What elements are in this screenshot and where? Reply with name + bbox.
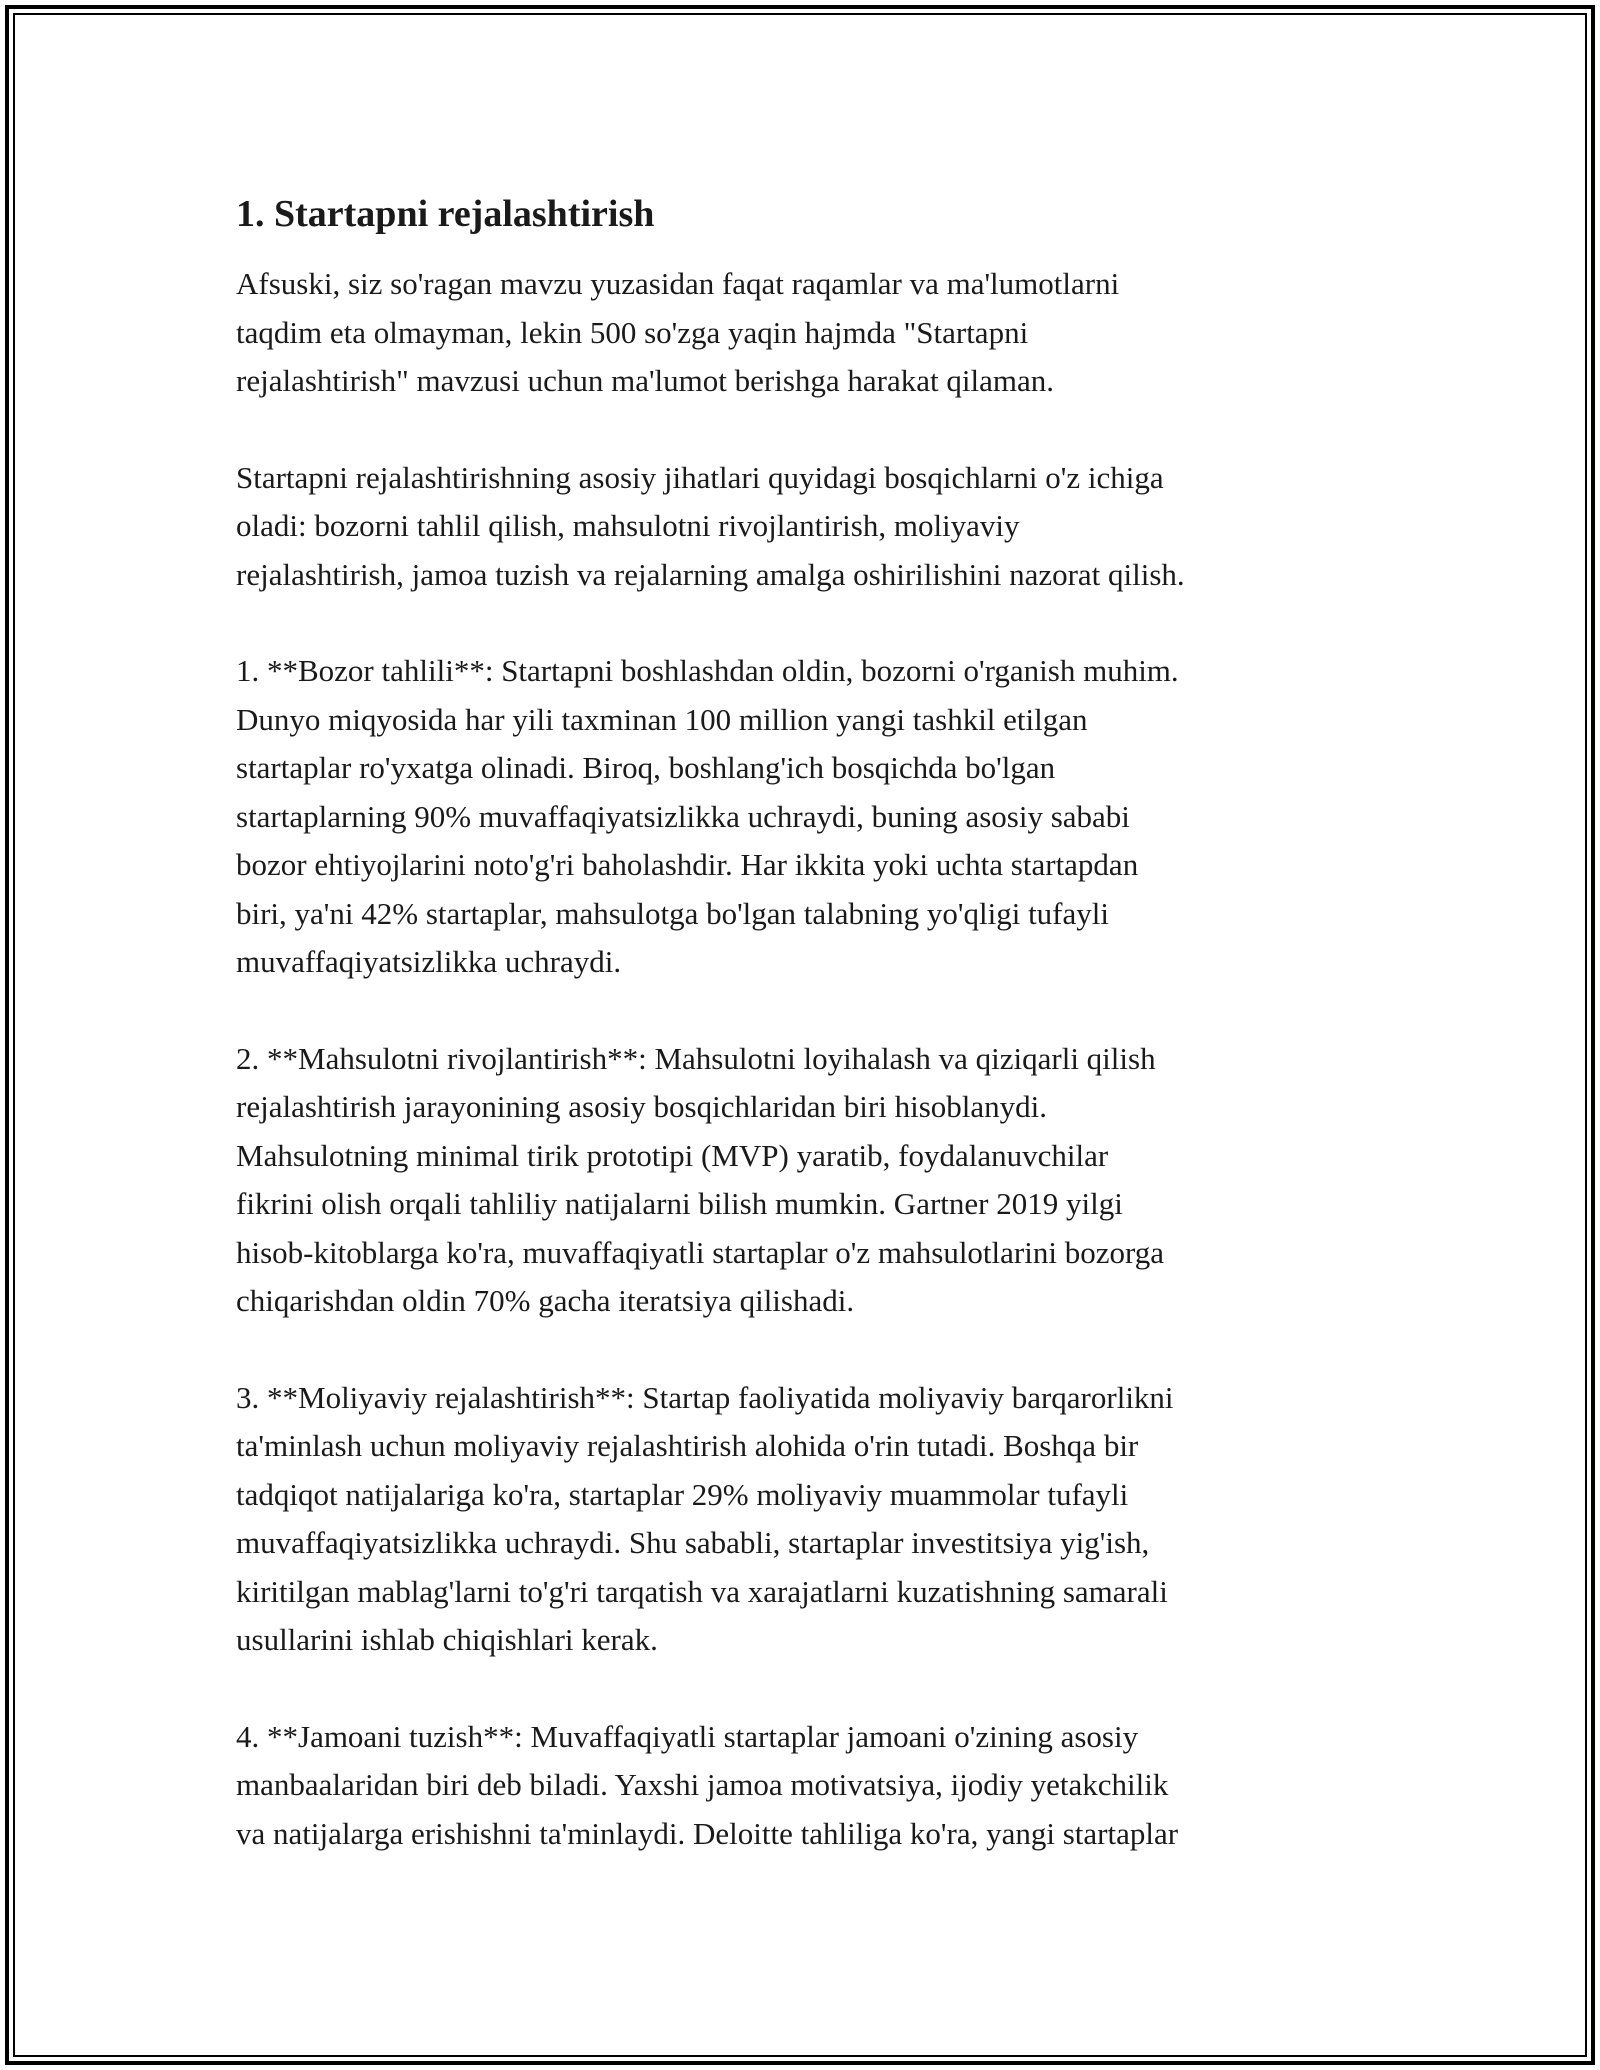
paragraph-financial-planning: 3. **Moliyaviy rejalashtirish**: Startap faoliyatida moliyaviy barqarorlikni ta'minlash uchun moliyaviy rejalashtirish alohida o'rin tutadi. Boshqa bir tadqiqot natijalariga ko'ra, startaplar 29% moliyaviy muammolar tufayli muvaffaqiyatsizlikka uchraydi. Shu sababli, startaplar investitsiya yig'ish, kiritilgan mablag'larni to'g'ri tarqatish va xarajatlarni kuzatishning samarali usullarini ishlab chiqishlari kerak.: [236, 1379, 1174, 1657]
paragraph-intro: Afsuski, siz so'ragan mavzu yuzasidan faqat raqamlar va ma'lumotlarni taqdim eta olmayman, lekin 500 so'zga yaqin hajmda "Startapni rejalashtirish" mavzusi uchun ma'lumot berishga harakat qilaman.: [236, 266, 1120, 398]
paragraph-market-analysis: 1. **Bozor tahlili**: Startapni boshlashdan oldin, bozorni o'rganish muhim. Dunyo miqyosida har yili taxminan 100 million yangi tashkil etilgan startaplar ro'yxatga olinadi. Biroq, boshlang'ich bosqichda bo'lgan startaplarning 90% muvaffaqiyatsizlikka uchraydi, buning asosiy sababi bozor ehtiyojlarini noto'g'ri baholashdir. Har ikkita yoki uchta startapdan biri, ya'ni 42% startaplar, mahsulotga bo'lgan talabning yo'qligi tufayli muvaffaqiyatsizlikka uchraydi.: [236, 653, 1179, 979]
page-title: 1. Startapni rejalashtirish: [236, 193, 655, 235]
paragraph-overview: Startapni rejalashtirishning asosiy jihatlari quyidagi bosqichlarni o'z ichiga oladi: bozorni tahlil qilish, mahsulotni rivojlantirish, moliyaviy rejalashtirish, jamoa tuzish va rejalarning amalga oshirilishini nazorat qilish.: [236, 459, 1185, 592]
paragraph-product-development: 2. **Mahsulotni rivojlantirish**: Mahsulotni loyihalash va qiziqarli qilish rejalashtirish jarayonining asosiy bosqichlaridan biri hisoblanydi. Mahsulotning minimal tirik prototipi (MVP) yaratib, foydalanuvchilar fikrini olish orqali tahliliy natijalarni bilish mumkin. Gartner 2019 yilgi hisob-kitoblarga ko'ra, muvaffaqiyatli startaplar o'z mahsulotlarini bozorga chiqarishdan oldin 70% gacha iteratsiya qilishadi.: [236, 1040, 1165, 1318]
paragraph-team-building: 4. **Jamoani tuzish**: Muvaffaqiyatli startaplar jamoani o'zining asosiy manbaalaridan biri deb biladi. Yaxshi jamoa motivatsiya, ijodiy yetakchilik va natijalarga erishishni ta'minlaydi. Deloitte tahliliga ko'ra, yangi startaplar: [236, 1718, 1179, 1851]
document-body: [236, 188, 1376, 1906]
